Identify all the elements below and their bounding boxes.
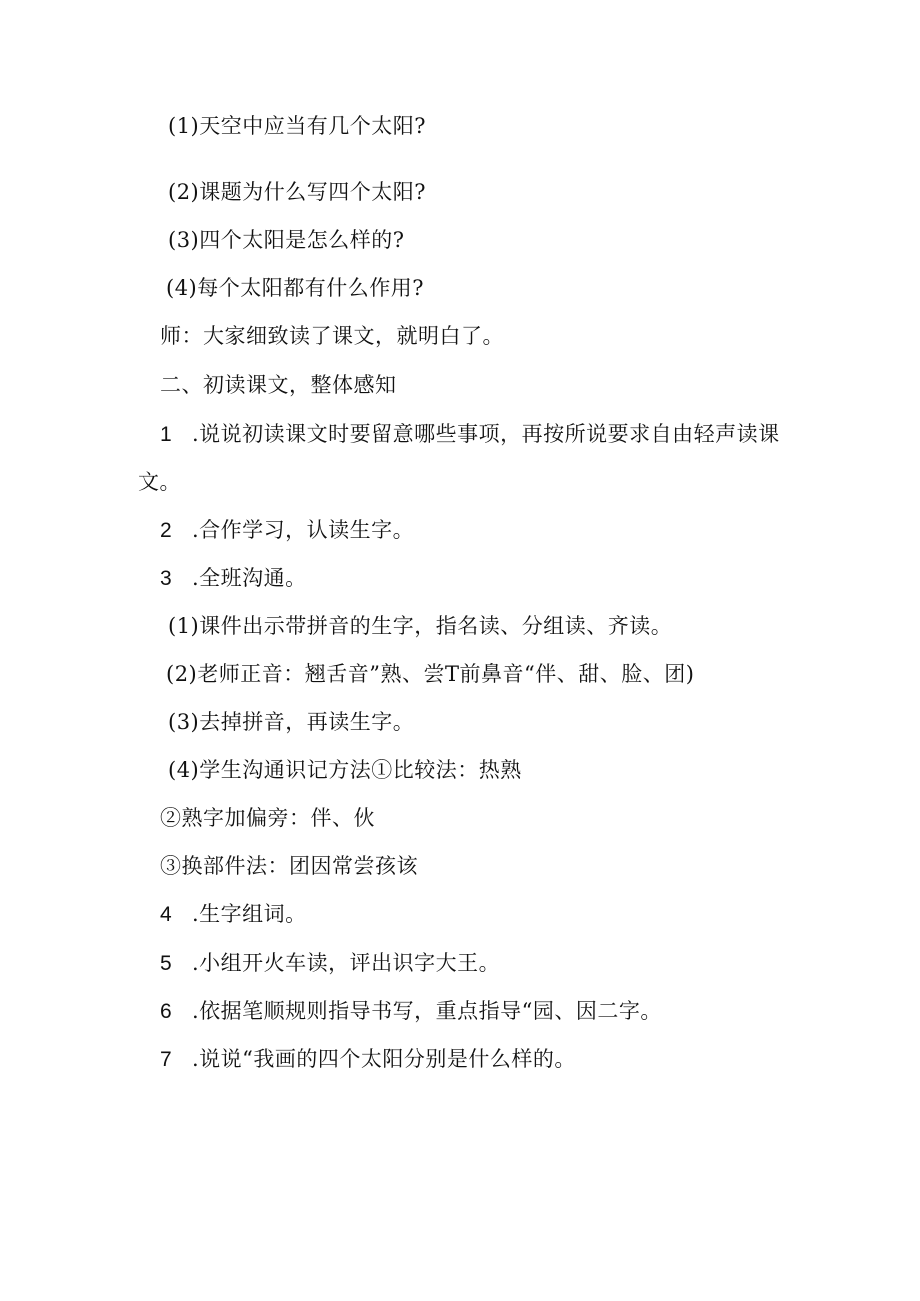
step-text: .小组开火车读，评出识字大王。 (192, 951, 501, 975)
step-number: 5 (160, 952, 173, 975)
step-number: 7 (160, 1048, 173, 1071)
question-3: (3)四个太阳是怎么样的? (168, 228, 405, 252)
question-4: (4)每个太阳都有什么作用? (166, 276, 425, 300)
step-number: 4 (160, 903, 173, 926)
substep-3: (3)去掉拼音，再读生字。 (168, 710, 415, 734)
substep-2: (2)老师正音：翘舌音”熟、尝T前鼻音“伴、甜、脸、团) (166, 662, 695, 686)
question-2: (2)课题为什么写四个太阳? (168, 180, 427, 204)
teacher-remark: 师：大家细致读了课文，就明白了。 (160, 324, 504, 348)
step-text: .生字组词。 (192, 902, 307, 926)
step-text: .说说“我画的四个太阳分别是什么样的。 (192, 1047, 576, 1071)
question-1: (1)天空中应当有几个太阳? (168, 114, 427, 138)
step-4 (160, 900, 307, 929)
step-number: 2 (160, 519, 173, 542)
step-text: .合作学习，认读生字。 (192, 518, 415, 542)
step-1-continuation: 文。 (138, 470, 181, 494)
step-6 (160, 997, 662, 1026)
step-number: 1 (160, 423, 173, 446)
method-2: ②熟字加偏旁：伴、伙 (160, 806, 375, 830)
step-3 (160, 564, 307, 593)
step-text: .全班沟通。 (192, 566, 307, 590)
substep-4: (4)学生沟通识记方法①比较法：热熟 (168, 758, 522, 782)
step-7 (160, 1045, 576, 1074)
method-3: ③换部件法：团因常尝孩该 (160, 854, 418, 878)
substep-1: (1)课件出示带拼音的生字，指名读、分组读、齐读。 (168, 614, 673, 638)
step-5 (160, 949, 500, 978)
step-text: .依据笔顺规则指导书写，重点指导“园、因二字。 (192, 999, 662, 1023)
step-number: 3 (160, 567, 173, 590)
step-2 (160, 516, 414, 545)
section-heading: 二、初读课文，整体感知 (160, 373, 397, 397)
step-1 (160, 420, 780, 449)
step-number: 6 (160, 1000, 173, 1023)
step-text: .说说初读课文时要留意哪些事项，再按所说要求自由轻声读课 (192, 422, 780, 446)
